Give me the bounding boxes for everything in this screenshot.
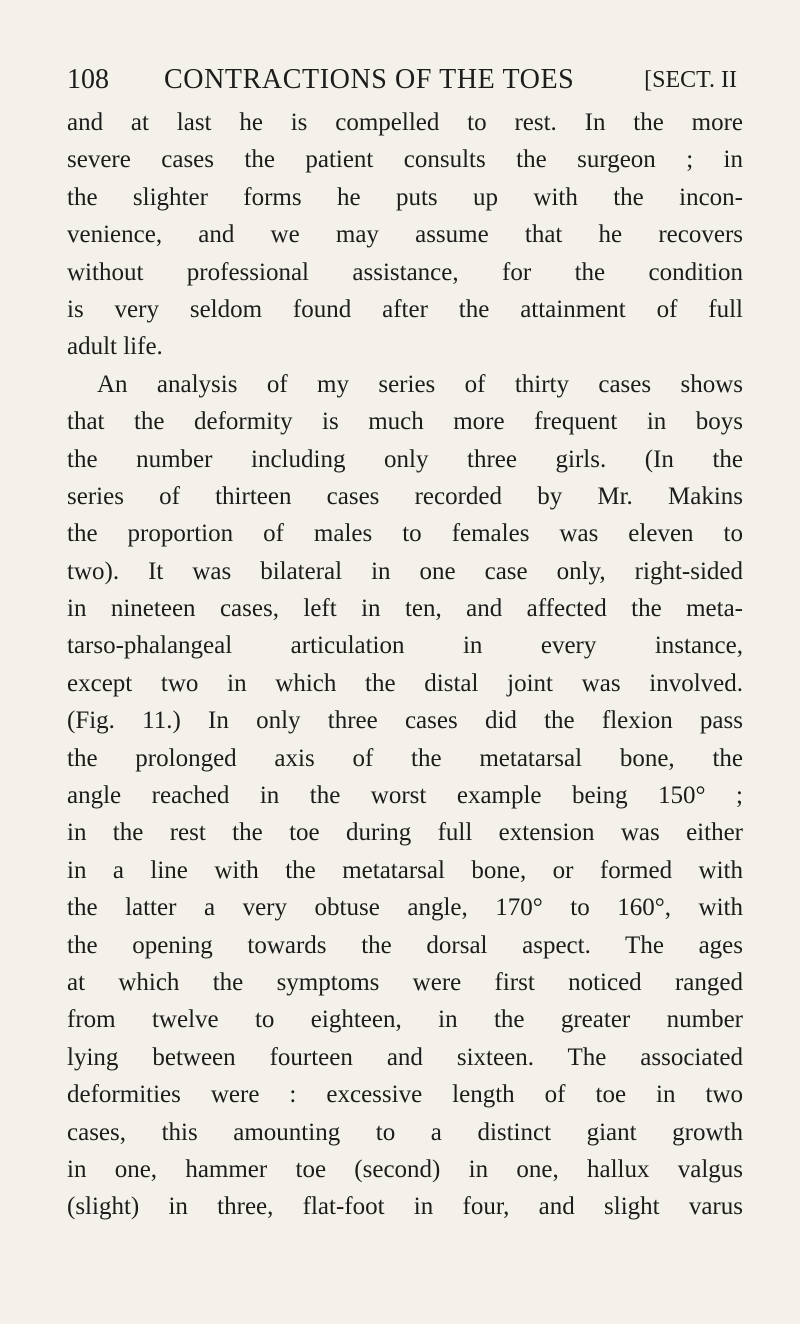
text-line: the number including only three girls. (In the [67,445,743,473]
text-line: at which the symptoms were first noticed ranged [67,968,743,996]
text-line: (Fig. 11.) In only three cases did the flexion pass [67,707,743,735]
page-number: 108 [67,64,109,95]
text-line: in the rest the toe during full extension was either [67,819,743,847]
body-text [67,104,743,1226]
text-line: venience, and we may assume that he recovers [67,221,743,249]
text-line: the proportion of males to females was eleven to [67,520,743,548]
section-reference: [SECT. II [644,67,737,93]
text-line: angle reached in the worst example being 150° ; [67,782,743,810]
text-line: adult life. [67,333,163,361]
running-header [67,60,737,100]
text-line: is very seldom found after the attainment of full [67,295,743,323]
text-line: without professional assistance, for the condition [67,258,743,286]
text-line: the latter a very obtuse angle, 170° to 160°, with [67,894,743,922]
text-line: deformities were : excessive length of toe in two [67,1081,743,1109]
text-line: that the deformity is much more frequent in boys [67,408,743,436]
text-line: (slight) in three, flat-foot in four, and slight varus [67,1193,743,1221]
text-line: the prolonged axis of the metatarsal bone, the [67,744,743,772]
text-line: lying between fourteen and sixteen. The associated [67,1043,743,1071]
text-line: two). It was bilateral in one case only, right-sided [67,557,743,585]
text-line: except two in which the distal joint was involved. [67,669,743,697]
running-title: CONTRACTIONS OF THE TOES [164,64,575,95]
text-line: An analysis of my series of thirty cases shows [97,370,743,398]
text-line: series of thirteen cases recorded by Mr. Makins [67,482,743,510]
text-line: in a line with the metatarsal bone, or formed with [67,856,743,884]
text-line: in nineteen cases, left in ten, and affected the meta- [67,595,743,623]
text-line: severe cases the patient consults the surgeon ; in [67,146,743,174]
text-line: the slighter forms he puts up with the incon- [67,183,743,211]
text-line: tarso-phalangeal articulation in every instance, [67,632,743,660]
text-line: and at last he is compelled to rest. In the more [67,109,743,136]
text-line: cases, this amounting to a distinct giant growth [67,1118,743,1146]
text-line: from twelve to eighteen, in the greater number [67,1006,743,1034]
text-line: in one, hammer toe (second) in one, hallux valgus [67,1155,743,1183]
text-line: the opening towards the dorsal aspect. The ages [67,931,743,959]
